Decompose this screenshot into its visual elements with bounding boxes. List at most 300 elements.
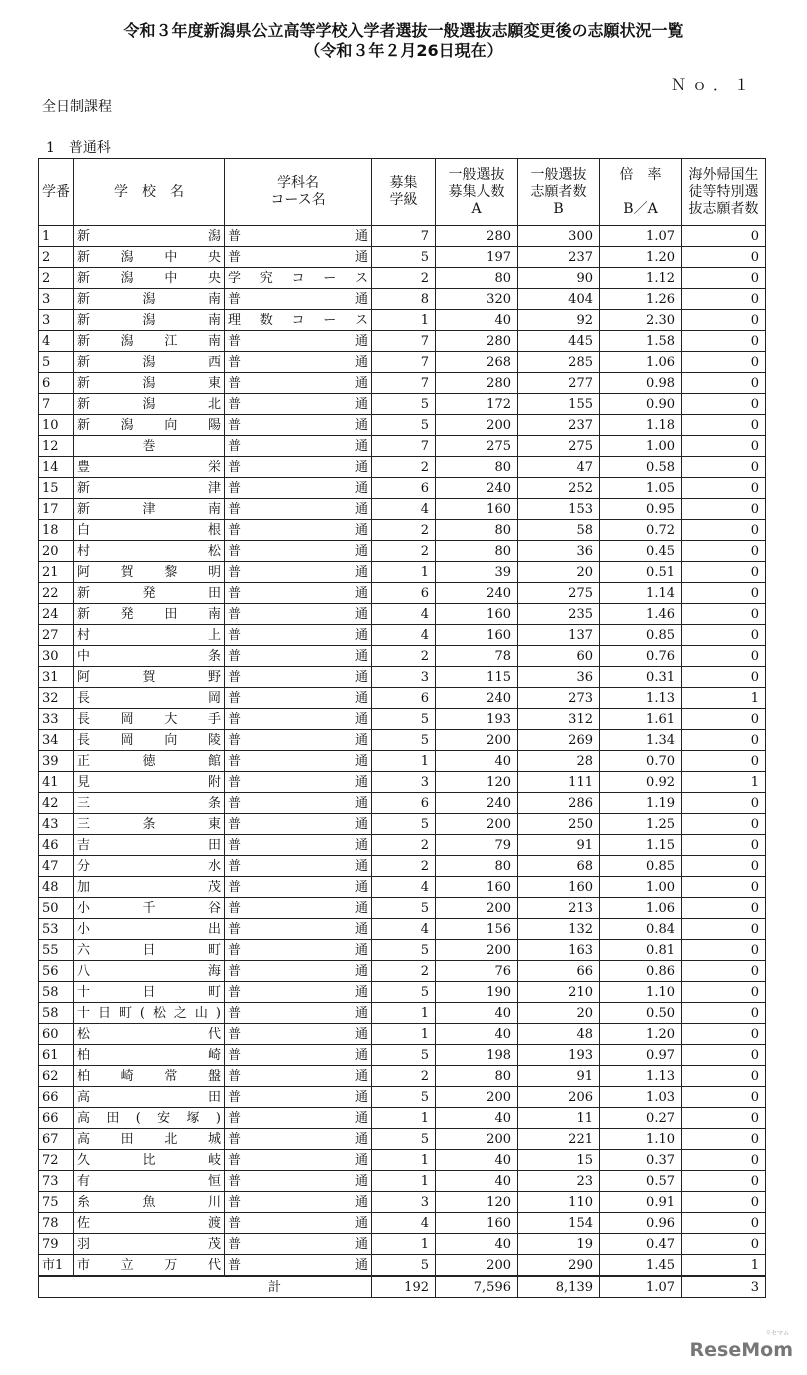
row-capacity: 40 xyxy=(436,1108,518,1129)
table-row xyxy=(39,541,766,562)
row-applicants: 277 xyxy=(518,373,600,394)
row-applicants: 300 xyxy=(518,226,600,247)
row-no: 73 xyxy=(39,1171,74,1192)
row-classes: 5 xyxy=(372,1045,436,1066)
row-no: 72 xyxy=(39,1150,74,1171)
row-course: 普 通 xyxy=(225,1045,372,1066)
row-ratio: 0.76 xyxy=(600,646,682,667)
row-ratio: 1.06 xyxy=(600,352,682,373)
table-row xyxy=(39,1213,766,1234)
total-overseas: 3 xyxy=(682,1276,766,1298)
total-classes: 192 xyxy=(372,1276,436,1298)
row-applicants: 286 xyxy=(518,793,600,814)
row-ratio: 1.18 xyxy=(600,415,682,436)
row-ratio: 1.10 xyxy=(600,1129,682,1150)
row-no: 60 xyxy=(39,1024,74,1045)
row-capacity: 200 xyxy=(436,730,518,751)
row-overseas: 0 xyxy=(682,310,766,331)
row-capacity: 197 xyxy=(436,247,518,268)
header-no: 学番 xyxy=(39,159,74,226)
row-no: 46 xyxy=(39,835,74,856)
row-ratio: 0.72 xyxy=(600,520,682,541)
row-school: 長 岡 向 陵 xyxy=(74,730,225,751)
row-applicants: 275 xyxy=(518,436,600,457)
total-row xyxy=(39,1276,766,1298)
row-classes: 5 xyxy=(372,730,436,751)
table-row xyxy=(39,793,766,814)
row-course: 普 通 xyxy=(225,331,372,352)
row-classes: 1 xyxy=(372,1234,436,1255)
table-row xyxy=(39,1087,766,1108)
row-no: 市1 xyxy=(39,1255,74,1277)
row-course: 普 通 xyxy=(225,1234,372,1255)
row-no: 48 xyxy=(39,877,74,898)
row-applicants: 163 xyxy=(518,940,600,961)
row-school: 新 発 田 南 xyxy=(74,604,225,625)
row-school: 新 津 南 xyxy=(74,499,225,520)
row-capacity: 76 xyxy=(436,961,518,982)
row-capacity: 200 xyxy=(436,1255,518,1277)
row-overseas: 1 xyxy=(682,1255,766,1277)
row-no: 5 xyxy=(39,352,74,373)
row-overseas: 0 xyxy=(682,877,766,898)
row-overseas: 0 xyxy=(682,898,766,919)
row-applicants: 273 xyxy=(518,688,600,709)
row-classes: 3 xyxy=(372,1192,436,1213)
row-school: 糸 魚 川 xyxy=(74,1192,225,1213)
row-classes: 5 xyxy=(372,940,436,961)
row-overseas: 0 xyxy=(682,1045,766,1066)
row-overseas: 0 xyxy=(682,373,766,394)
table-row xyxy=(39,751,766,772)
row-applicants: 58 xyxy=(518,520,600,541)
row-classes: 7 xyxy=(372,436,436,457)
row-ratio: 0.98 xyxy=(600,373,682,394)
table-row xyxy=(39,667,766,688)
row-course: 普 通 xyxy=(225,373,372,394)
row-applicants: 213 xyxy=(518,898,600,919)
row-no: 31 xyxy=(39,667,74,688)
row-applicants: 237 xyxy=(518,415,600,436)
row-school: 村 松 xyxy=(74,541,225,562)
row-no: 24 xyxy=(39,604,74,625)
row-capacity: 80 xyxy=(436,541,518,562)
row-classes: 5 xyxy=(372,1129,436,1150)
row-applicants: 154 xyxy=(518,1213,600,1234)
row-overseas: 0 xyxy=(682,835,766,856)
row-capacity: 160 xyxy=(436,1213,518,1234)
row-ratio: 1.00 xyxy=(600,877,682,898)
row-classes: 1 xyxy=(372,562,436,583)
row-capacity: 200 xyxy=(436,1087,518,1108)
row-ratio: 1.15 xyxy=(600,835,682,856)
row-classes: 4 xyxy=(372,604,436,625)
row-course: 普 通 xyxy=(225,1087,372,1108)
row-course: 普 通 xyxy=(225,562,372,583)
row-ratio: 1.12 xyxy=(600,268,682,289)
row-overseas: 0 xyxy=(682,856,766,877)
row-ratio: 0.27 xyxy=(600,1108,682,1129)
row-no: 32 xyxy=(39,688,74,709)
row-classes: 4 xyxy=(372,877,436,898)
row-capacity: 160 xyxy=(436,499,518,520)
table-row xyxy=(39,961,766,982)
table-row xyxy=(39,982,766,1003)
row-overseas: 0 xyxy=(682,1150,766,1171)
row-school: 村 上 xyxy=(74,625,225,646)
row-ratio: 0.50 xyxy=(600,1003,682,1024)
row-no: 20 xyxy=(39,541,74,562)
row-applicants: 36 xyxy=(518,667,600,688)
row-overseas: 0 xyxy=(682,667,766,688)
row-course: 普 通 xyxy=(225,835,372,856)
table-row xyxy=(39,226,766,247)
row-no: 21 xyxy=(39,562,74,583)
row-no: 58 xyxy=(39,982,74,1003)
row-no: 1 xyxy=(39,226,74,247)
row-no: 12 xyxy=(39,436,74,457)
table-row xyxy=(39,268,766,289)
row-applicants: 193 xyxy=(518,1045,600,1066)
row-ratio: 0.85 xyxy=(600,856,682,877)
row-ratio: 0.58 xyxy=(600,457,682,478)
row-ratio: 0.95 xyxy=(600,499,682,520)
row-capacity: 280 xyxy=(436,331,518,352)
row-applicants: 153 xyxy=(518,499,600,520)
row-applicants: 91 xyxy=(518,1066,600,1087)
table-row xyxy=(39,646,766,667)
row-course: 普 通 xyxy=(225,793,372,814)
row-no: 78 xyxy=(39,1213,74,1234)
table-row xyxy=(39,352,766,373)
row-capacity: 78 xyxy=(436,646,518,667)
row-school: 長 岡 xyxy=(74,688,225,709)
row-overseas: 0 xyxy=(682,457,766,478)
table-row xyxy=(39,1108,766,1129)
row-classes: 7 xyxy=(372,331,436,352)
row-capacity: 193 xyxy=(436,709,518,730)
row-applicants: 275 xyxy=(518,583,600,604)
row-overseas: 0 xyxy=(682,394,766,415)
row-overseas: 1 xyxy=(682,772,766,793)
row-no: 79 xyxy=(39,1234,74,1255)
row-overseas: 0 xyxy=(682,730,766,751)
row-no: 34 xyxy=(39,730,74,751)
row-course: 普 通 xyxy=(225,541,372,562)
row-ratio: 0.45 xyxy=(600,541,682,562)
row-school: 新 発 田 xyxy=(74,583,225,604)
row-applicants: 23 xyxy=(518,1171,600,1192)
row-ratio: 1.06 xyxy=(600,898,682,919)
row-capacity: 80 xyxy=(436,520,518,541)
row-course: 普 通 xyxy=(225,1003,372,1024)
row-course: 普 通 xyxy=(225,457,372,478)
row-capacity: 160 xyxy=(436,877,518,898)
row-classes: 4 xyxy=(372,919,436,940)
row-overseas: 0 xyxy=(682,520,766,541)
row-school: 八 海 xyxy=(74,961,225,982)
row-capacity: 120 xyxy=(436,1192,518,1213)
row-no: 4 xyxy=(39,331,74,352)
table-row xyxy=(39,394,766,415)
row-course: 普 通 xyxy=(225,709,372,730)
row-ratio: 1.34 xyxy=(600,730,682,751)
row-course: 普 通 xyxy=(225,394,372,415)
section-label: 1 普通科 xyxy=(46,140,111,156)
row-ratio: 0.51 xyxy=(600,562,682,583)
row-applicants: 221 xyxy=(518,1129,600,1150)
table-row xyxy=(39,625,766,646)
row-school: 巻 xyxy=(74,436,225,457)
row-school: 柏 崎 常 盤 xyxy=(74,1066,225,1087)
row-no: 47 xyxy=(39,856,74,877)
row-course: 普 通 xyxy=(225,940,372,961)
row-overseas: 0 xyxy=(682,604,766,625)
row-course: 普 通 xyxy=(225,877,372,898)
row-school: 三 条 xyxy=(74,793,225,814)
row-no: 67 xyxy=(39,1129,74,1150)
row-school: 加 茂 xyxy=(74,877,225,898)
row-applicants: 290 xyxy=(518,1255,600,1277)
row-capacity: 240 xyxy=(436,688,518,709)
row-capacity: 80 xyxy=(436,457,518,478)
row-course: 普 通 xyxy=(225,919,372,940)
table-row xyxy=(39,730,766,751)
row-ratio: 0.70 xyxy=(600,751,682,772)
row-classes: 5 xyxy=(372,415,436,436)
table-row xyxy=(39,772,766,793)
row-ratio: 0.97 xyxy=(600,1045,682,1066)
row-applicants: 47 xyxy=(518,457,600,478)
course-type-label: 全日制課程 xyxy=(42,99,112,115)
row-no: 61 xyxy=(39,1045,74,1066)
row-course: 普 通 xyxy=(225,1171,372,1192)
row-course: 普 通 xyxy=(225,898,372,919)
table-row xyxy=(39,898,766,919)
table-row xyxy=(39,1045,766,1066)
row-overseas: 0 xyxy=(682,1192,766,1213)
row-classes: 4 xyxy=(372,625,436,646)
row-capacity: 240 xyxy=(436,583,518,604)
row-overseas: 0 xyxy=(682,1234,766,1255)
row-overseas: 0 xyxy=(682,814,766,835)
row-capacity: 40 xyxy=(436,1171,518,1192)
row-applicants: 60 xyxy=(518,646,600,667)
row-course: 普 通 xyxy=(225,436,372,457)
row-school: 六 日 町 xyxy=(74,940,225,961)
row-ratio: 1.26 xyxy=(600,289,682,310)
row-course: 普 通 xyxy=(225,982,372,1003)
table-row xyxy=(39,415,766,436)
row-school: 松 代 xyxy=(74,1024,225,1045)
row-ratio: 0.92 xyxy=(600,772,682,793)
row-no: 43 xyxy=(39,814,74,835)
row-no: 55 xyxy=(39,940,74,961)
header-ratio: 倍 率 B／A xyxy=(600,159,682,226)
total-ratio: 1.07 xyxy=(600,1276,682,1298)
row-overseas: 0 xyxy=(682,268,766,289)
row-overseas: 0 xyxy=(682,1108,766,1129)
row-applicants: 250 xyxy=(518,814,600,835)
row-course: 普 通 xyxy=(225,499,372,520)
row-overseas: 0 xyxy=(682,793,766,814)
table-row xyxy=(39,1003,766,1024)
row-overseas: 0 xyxy=(682,247,766,268)
row-classes: 1 xyxy=(372,751,436,772)
row-school: 高 田 北 城 xyxy=(74,1129,225,1150)
row-applicants: 210 xyxy=(518,982,600,1003)
row-ratio: 1.45 xyxy=(600,1255,682,1277)
row-course: 普 通 xyxy=(225,814,372,835)
row-ratio: 0.47 xyxy=(600,1234,682,1255)
row-course: 普 通 xyxy=(225,1108,372,1129)
row-school: 佐 渡 xyxy=(74,1213,225,1234)
row-course: 普 通 xyxy=(225,1150,372,1171)
row-capacity: 40 xyxy=(436,751,518,772)
row-no: 15 xyxy=(39,478,74,499)
table-row xyxy=(39,310,766,331)
row-school: 新 潟 中 央 xyxy=(74,247,225,268)
row-ratio: 1.05 xyxy=(600,478,682,499)
row-overseas: 0 xyxy=(682,436,766,457)
row-overseas: 0 xyxy=(682,982,766,1003)
row-overseas: 0 xyxy=(682,646,766,667)
table-row xyxy=(39,709,766,730)
table-row xyxy=(39,499,766,520)
row-applicants: 15 xyxy=(518,1150,600,1171)
row-capacity: 79 xyxy=(436,835,518,856)
row-no: 42 xyxy=(39,793,74,814)
row-capacity: 320 xyxy=(436,289,518,310)
row-overseas: 0 xyxy=(682,1087,766,1108)
row-no: 30 xyxy=(39,646,74,667)
row-ratio: 0.96 xyxy=(600,1213,682,1234)
row-school: 十 日 町 ( 松 之 山 ) xyxy=(74,1003,225,1024)
table-row xyxy=(39,1150,766,1171)
header-overseas: 海外帰国生 徒等特別選 抜志願者数 xyxy=(682,159,766,226)
row-school: 新 潟 南 xyxy=(74,310,225,331)
row-overseas: 0 xyxy=(682,352,766,373)
row-ratio: 1.61 xyxy=(600,709,682,730)
row-classes: 2 xyxy=(372,520,436,541)
row-course: 普 通 xyxy=(225,1066,372,1087)
row-classes: 1 xyxy=(372,1003,436,1024)
row-capacity: 40 xyxy=(436,1150,518,1171)
row-overseas: 0 xyxy=(682,1066,766,1087)
row-course: 普 通 xyxy=(225,352,372,373)
row-course: 普 通 xyxy=(225,604,372,625)
row-classes: 6 xyxy=(372,478,436,499)
row-capacity: 240 xyxy=(436,478,518,499)
row-school: 新 潟 xyxy=(74,226,225,247)
row-applicants: 20 xyxy=(518,562,600,583)
row-school: 新 潟 西 xyxy=(74,352,225,373)
row-applicants: 445 xyxy=(518,331,600,352)
row-classes: 5 xyxy=(372,247,436,268)
row-capacity: 39 xyxy=(436,562,518,583)
row-course: 普 通 xyxy=(225,688,372,709)
row-school: 十 日 町 xyxy=(74,982,225,1003)
resemom-logo: ReseMom xyxy=(689,1339,793,1361)
table-row xyxy=(39,940,766,961)
table-row xyxy=(39,373,766,394)
document-title: 令和３年度新潟県公立高等学校入学者選抜一般選抜志願変更後の志願状況一覧 xyxy=(123,21,684,40)
header-school: 学 校 名 xyxy=(74,159,225,226)
row-classes: 2 xyxy=(372,457,436,478)
row-no: 3 xyxy=(39,310,74,331)
row-course: 普 通 xyxy=(225,247,372,268)
row-school: 白 根 xyxy=(74,520,225,541)
row-overseas: 0 xyxy=(682,709,766,730)
row-school: 小 出 xyxy=(74,919,225,940)
row-no: 66 xyxy=(39,1087,74,1108)
table-header-row xyxy=(39,159,766,226)
row-overseas: 0 xyxy=(682,541,766,562)
row-classes: 3 xyxy=(372,667,436,688)
row-capacity: 156 xyxy=(436,919,518,940)
row-school: 長 岡 大 手 xyxy=(74,709,225,730)
row-overseas: 0 xyxy=(682,478,766,499)
row-overseas: 1 xyxy=(682,688,766,709)
row-classes: 4 xyxy=(372,499,436,520)
row-no: 22 xyxy=(39,583,74,604)
table-row xyxy=(39,289,766,310)
row-overseas: 0 xyxy=(682,751,766,772)
row-overseas: 0 xyxy=(682,1213,766,1234)
row-classes: 5 xyxy=(372,982,436,1003)
row-applicants: 36 xyxy=(518,541,600,562)
row-applicants: 237 xyxy=(518,247,600,268)
row-ratio: 2.30 xyxy=(600,310,682,331)
table-row xyxy=(39,835,766,856)
row-overseas: 0 xyxy=(682,625,766,646)
row-school: 新 潟 南 xyxy=(74,289,225,310)
row-no: 2 xyxy=(39,268,74,289)
table-row xyxy=(39,688,766,709)
row-overseas: 0 xyxy=(682,583,766,604)
row-course: 普 通 xyxy=(225,226,372,247)
row-no: 50 xyxy=(39,898,74,919)
row-no: 41 xyxy=(39,772,74,793)
row-course: 学 究 コ ー ス xyxy=(225,268,372,289)
table-row xyxy=(39,478,766,499)
row-overseas: 0 xyxy=(682,961,766,982)
row-school: 三 条 東 xyxy=(74,814,225,835)
row-capacity: 120 xyxy=(436,772,518,793)
row-classes: 3 xyxy=(372,772,436,793)
row-applicants: 90 xyxy=(518,268,600,289)
table-row xyxy=(39,814,766,835)
row-applicants: 137 xyxy=(518,625,600,646)
row-school: 小 千 谷 xyxy=(74,898,225,919)
logo-subtext: リセマム xyxy=(765,1330,789,1337)
row-classes: 2 xyxy=(372,541,436,562)
row-overseas: 0 xyxy=(682,1171,766,1192)
row-capacity: 200 xyxy=(436,814,518,835)
row-applicants: 206 xyxy=(518,1087,600,1108)
table-row xyxy=(39,1129,766,1150)
row-overseas: 0 xyxy=(682,226,766,247)
row-course: 普 通 xyxy=(225,520,372,541)
applicant-status-table xyxy=(38,158,766,1298)
row-capacity: 40 xyxy=(436,1024,518,1045)
row-capacity: 275 xyxy=(436,436,518,457)
row-applicants: 48 xyxy=(518,1024,600,1045)
row-school: 新 潟 東 xyxy=(74,373,225,394)
table-row xyxy=(39,1024,766,1045)
row-classes: 5 xyxy=(372,898,436,919)
row-capacity: 190 xyxy=(436,982,518,1003)
